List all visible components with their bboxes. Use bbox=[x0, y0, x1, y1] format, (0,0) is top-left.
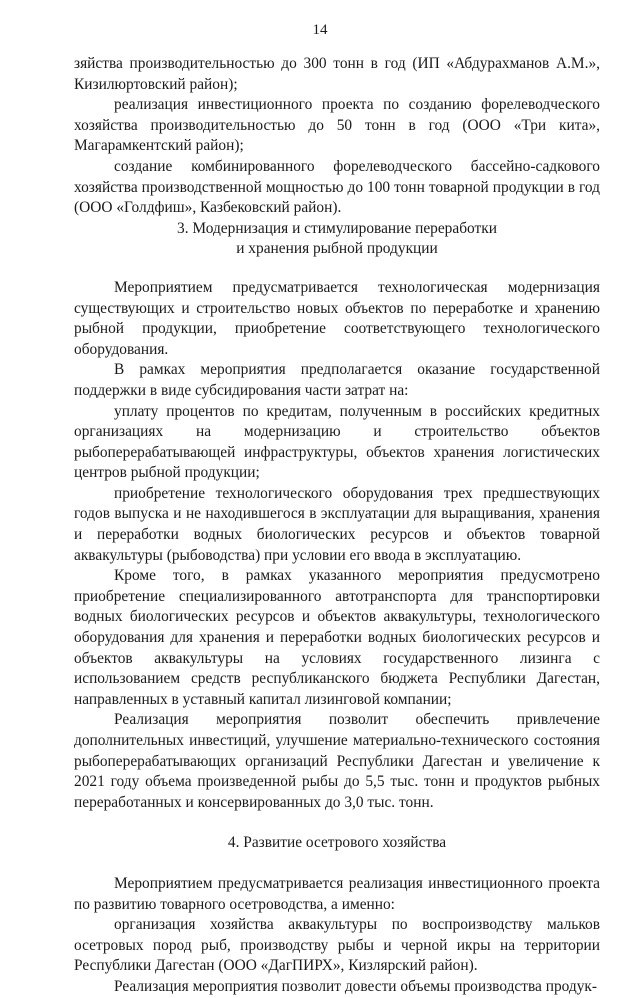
page-number: 14 bbox=[312, 22, 328, 38]
spacer bbox=[74, 813, 600, 833]
paragraph: зяйства производительностью до 300 тонн в год (ИП «Абдурахманов А.М.», Кизилюртовский район); bbox=[74, 55, 600, 93]
spacer bbox=[74, 260, 600, 278]
paragraph: Мероприятием предусматривается технологическая модернизация существующих и строительство новых объектов по переработке и хранению рыбной продукции, приобретение соответствующего технологического оборудования. bbox=[74, 278, 600, 358]
paragraph: Реализация мероприятия позволит обеспечить привлечение дополнительных инвестиций, улучшение материально-технического состояния рыбоперерабатывающих организаций Республики Дагестан и увеличение к 2021 году объема произведенной рыбы до 5,5 тыс. тонн и продуктов рыбных переработанных и консервированных до 3,0 тыс. тонн. bbox=[74, 711, 600, 811]
paragraph: организация хозяйства аквакультуры по воспроизводству мальков осетровых пород рыб, производству рыбы и черной икры на территории Республики Дагестан (ООО «ДагПИРХ», Кизлярский район). bbox=[74, 916, 600, 975]
section-heading-4: 4. Развитие осетрового хозяйства bbox=[227, 834, 447, 852]
section-heading-3-line1: 3. Модернизация и стимулирование переработки bbox=[177, 219, 497, 237]
paragraph: создание комбинированного форелеводческого бассейно-садкового хозяйства производственной мощностью до 100 тонн товарной продукции в год (ООО «Голдфиш», Казбековский район). bbox=[74, 157, 600, 217]
paragraph: Кроме того, в рамках указанного мероприятия предусмотрено приобретение специализированного автотранспорта для транспортировки водных биологических ресурсов и объектов аквакультуры, технологического оборудования для хранения и переработки водных биологических ресурсов и объектов аквакультуры на условиях государственного лизинга с использованием средств республиканского бюджета Республики Дагестан, направленных в уставный капитал лизинговой компании; bbox=[74, 567, 600, 708]
paragraph: реализация инвестиционного проекта по созданию форелеводческого хозяйства производительностью до 50 тонн в год (ООО «Три кита», Магарамкентский район); bbox=[74, 96, 600, 155]
paragraph: Мероприятием предусматривается реализация инвестиционного проекта по развитию товарного осетроводства, а именно: bbox=[74, 874, 600, 913]
paragraph: В рамках мероприятия предполагается оказание государственной поддержки в виде субсидирования части затрат на: bbox=[74, 361, 600, 399]
spacer bbox=[74, 854, 600, 874]
paragraph: Реализация мероприятия позволит довести объемы производства продук- bbox=[114, 977, 598, 995]
document-body bbox=[74, 54, 600, 998]
paragraph: уплату процентов по кредитам, полученным в российских кредитных организациях на модернизацию и строительство объектов рыбоперерабатывающей инфраструктуры, объектов хранения логистических центров рыбной продукции; bbox=[74, 402, 600, 482]
section-heading-3-line2: и хранения рыбной продукции bbox=[236, 240, 438, 258]
paragraph: приобретение технологического оборудования трех предшествующих годов выпуска и не находившегося в эксплуатации для выращивания, хранения и переработки водных биологических ресурсов и объектов товарной аквакультуры (рыбоводства) при условии его ввода в эксплуатацию. bbox=[74, 484, 600, 564]
